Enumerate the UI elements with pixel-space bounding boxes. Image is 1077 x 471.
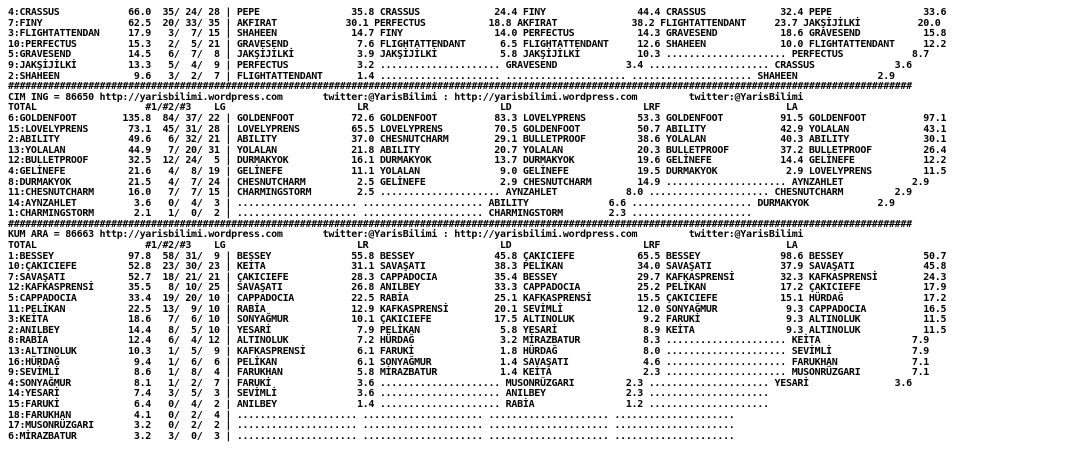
text-line: 18:FARUKHAN 4.1 0/ 2/ 4 | ..................... ..................... ..................... ..................... — [8, 409, 735, 421]
text-line: 16:HÜRDAĞ 9.4 1/ 6/ 6 | PELİKAN 6.1 SONYAĞMUR 1.4 SAVAŞATI 4.6 ..................... FARUKHAN 7.1 — [8, 356, 930, 368]
text-line: 4:CRASSUS 66.0 35/ 24/ 28 | PEPE 35.8 CRASSUS 24.4 FINY 44.4 CRASSUS 32.4 PEPE 33.6 — [8, 7, 947, 18]
text-line: 7:FINY 62.5 20/ 33/ 35 | AKFIRAT 30.1 PERFECTUS 18.8 AKFIRAT 38.2 FLIGHTATTENDANT 23.7 JAKŞİJİLKİ 20.0 — [8, 17, 941, 29]
text-line: 3:KEİTA 18.6 7/ 6/ 10 | SONYAĞMUR 10.1 ÇAKICIEFE 17.5 ALTINOLUK 9.2 FARUKİ 9.3 ALTINOLUK 11.5 — [8, 314, 947, 326]
text-line: 2:ANILBEY 14.4 8/ 5/ 10 | YESARİ 7.9 PELİKAN 5.8 YESARİ 8.9 KEİTA 9.3 ALTINOLUK 11.5 — [8, 324, 947, 336]
text-line: 12:BULLETPROOF 32.5 12/ 24/ 5 | DURMAKYOK 16.1 DURMAKYOK 13.7 DURMAKYOK 19.6 GELİNEFE 14.4 GELİNEFE 12.2 — [8, 155, 947, 167]
text-line: 12:KAFKASPRENSİ 35.5 8/ 10/ 25 | SAVAŞATI 26.8 ANILBEY 33.3 CAPPADOCIA 25.2 PELİKAN 17.2 ÇAKICIEFE 17.9 — [8, 282, 947, 294]
text-line: 2:SHAHEEN 9.6 3/ 2/ 7 | FLIGHTATTENDANT 1.4 ..................... ..................... ..................... SHAHEEN 2.9 — [8, 70, 895, 82]
text-line: 14:AYNZAHLET 3.6 0/ 4/ 3 | ..................... ..................... ABILITY 6.6 ..................... DURMAKYOK 2.9 — [8, 197, 895, 209]
text-line: 17:MUSONRÜZGARI 3.2 0/ 2/ 2 | ..................... ..................... ..................... ..................... — [8, 420, 735, 432]
text-line: 9:JAKŞİJİLKİ 13.3 5/ 4/ 9 | PERFECTUS 3.2 ..................... GRAVESEND 3.4 ..................... CRASSUS 3.6 — [8, 59, 912, 71]
text-line: ############################################################################################################################################################## — [8, 218, 912, 230]
text-line: KUM ARA = 86663 http://yarisbilimi.wordpress.com twitter:@YarisBilimi : http://yarisbilimi.wordpress.com twitter:@YarisBilimi — [8, 229, 804, 241]
text-line: 5:CAPPADOCIA 33.4 19/ 20/ 10 | CAPPADOCIA 22.5 RABİA 25.1 KAFKASPRENSİ 15.5 ÇAKICIEFE 15.1 HÜRDAĞ 17.2 — [8, 293, 947, 305]
text-line: 6:MİRAZBATUR 3.2 3/ 0/ 3 | ..................... ..................... ..................... ..................... — [8, 430, 735, 442]
text-line: 11:CHESNUTCHARM 16.0 7/ 7/ 15 | CHARMINGSTORM 2.5 ..................... AYNZAHLET 8.0 ..................... CHESNUTCHARM 2.9 — [8, 187, 912, 199]
race-result-text-sheet — [8, 8, 946, 442]
text-line: 3:FLIGHTATTENDAN 17.9 3/ 7/ 15 | SHAHEEN 14.7 FINY 14.0 PERFECTUS 14.3 GRAVESEND 18.6 GRAVESEND 15.8 — [8, 28, 947, 40]
text-line: 11:PELİKAN 22.5 13/ 9/ 10 | RABİA 12.9 KAFKASPRENSİ 20.1 SEVİMLİ 12.0 SONYAĞMUR 9.3 CAPPADOCIA 16.5 — [8, 303, 947, 315]
text-line: TOTAL #1/#2/#3 LG LR LD LRF LA — [8, 240, 798, 252]
text-line: 15:FARUKİ 6.4 0/ 4/ 2 | ANILBEY 1.4 ..................... RABİA 1.2 ..................... — [8, 398, 769, 410]
text-line: ############################################################################################################################################################## — [8, 81, 912, 93]
text-line: 1:BESSEY 97.8 58/ 31/ 9 | BESSEY 55.8 BESSEY 45.8 ÇAKICIEFE 65.5 BESSEY 98.6 BESSEY 50.7 — [8, 250, 947, 262]
text-line: 10:PERFECTUS 15.3 2/ 5/ 21 | GRAVESEND 7.6 FLIGHTATTENDANT 6.5 FLIGHTATTENDANT 12.6 SHAHEEN 10.0 FLIGHTATTENDANT 12.2 — [8, 38, 947, 50]
text-line: 8:DURMAKYOK 21.5 4/ 7/ 24 | CHESNUTCHARM 2.5 GELİNEFE 2.9 CHESNUTCHARM 14.9 ..................... AYNZAHLET 2.9 — [8, 176, 930, 188]
text-line: 4:GELİNEFE 21.6 4/ 8/ 19 | GELİNEFE 11.1 YOLALAN 9.0 GELİNEFE 19.5 DURMAKYOK 2.9 LOVELYPRENS 11.5 — [8, 165, 947, 177]
text-line: 1:CHARMINGSTORM 2.1 1/ 0/ 2 | ..................... ..................... CHARMINGSTORM 2.3 ..................... — [8, 208, 752, 220]
text-line: 2:ABILITY 49.6 6/ 32/ 21 | ABILITY 37.0 CHESNUTCHARM 29.1 BULLETPROOF 38.6 YOLALAN 40.3 ABILITY 30.1 — [8, 134, 947, 146]
text-line: 6:GOLDENFOOT 135.8 84/ 37/ 22 | GOLDENFOOT 72.6 GOLDENFOOT 83.3 LOVELYPRENS 53.3 GOLDENFOOT 91.5 GOLDENFOOT 97.1 — [8, 112, 947, 124]
text-line: 13:ALTINOLUK 10.3 1/ 5/ 9 | KAFKASPRENSİ 6.1 FARUKİ 1.8 HÜRDAĞ 8.0 ..................... SEVİMLİ 7.9 — [8, 346, 930, 357]
text-line: 13:YOLALAN 44.9 7/ 20/ 31 | YOLALAN 21.8 ABILITY 20.7 YOLALAN 20.3 BULLETPROOF 37.2 BULLETPROOF 26.4 — [8, 144, 947, 156]
text-line: 8:RABİA 12.4 6/ 4/ 12 | ALTINOLUK 7.2 HÜRDAĞ 3.2 MİRAZBATUR 8.3 ..................... KEİTA 7.9 — [8, 335, 930, 347]
text-line: 5:GRAVESEND 14.5 6/ 7/ 8 | JAKŞİJİLKİ 3.9 JAKŞİJİLKİ 5.8 JAKŞİJİLKİ 10.3 ..................... PERFECTUS 8.7 — [8, 49, 930, 61]
text-line: 10:ÇAKICIEFE 52.8 23/ 30/ 23 | KEİTA 31.1 SAVAŞATI 38.3 PELİKAN 34.0 SAVAŞATI 37.9 SAVAŞATI 45.8 — [8, 261, 947, 273]
text-line: 9:SEVİMLİ 8.6 1/ 8/ 4 | FARUKHAN 5.8 MİRAZBATUR 1.4 KEİTA 2.3 ..................... MUSONRÜZGARI 7.1 — [8, 367, 930, 379]
text-line: 4:SONYAĞMUR 8.1 1/ 2/ 7 | FARUKİ 3.6 ..................... MUSONRÜZGARI 2.3 ..................... YESARİ 3.6 — [8, 377, 912, 389]
text-line: 15:LOVELYPRENS 73.1 45/ 31/ 28 | LOVELYPRENS 65.5 LOVELYPRENS 70.5 GOLDENFOOT 50.7 ABILITY 42.9 YOLALAN 43.1 — [8, 123, 947, 135]
text-line: CIM ING = 86650 http://yarisbilimi.wordpress.com twitter:@YarisBilimi : http://yarisbilimi.wordpress.com twitter:@YarisBilimi — [8, 91, 804, 103]
text-line: 14:YESARİ 7.4 3/ 5/ 3 | SEVİMLİ 3.6 ..................... ANILBEY 2.3 ..................... — [8, 388, 769, 400]
text-line: 7:SAVAŞATI 52.7 18/ 21/ 21 | ÇAKICIEFE 28.3 CAPPADOCIA 35.4 BESSEY 29.7 KAFKASPRENSİ 32.3 KAFKASPRENSİ 24.3 — [8, 271, 947, 283]
text-line: TOTAL #1/#2/#3 LG LR LD LRF LA — [8, 102, 798, 114]
